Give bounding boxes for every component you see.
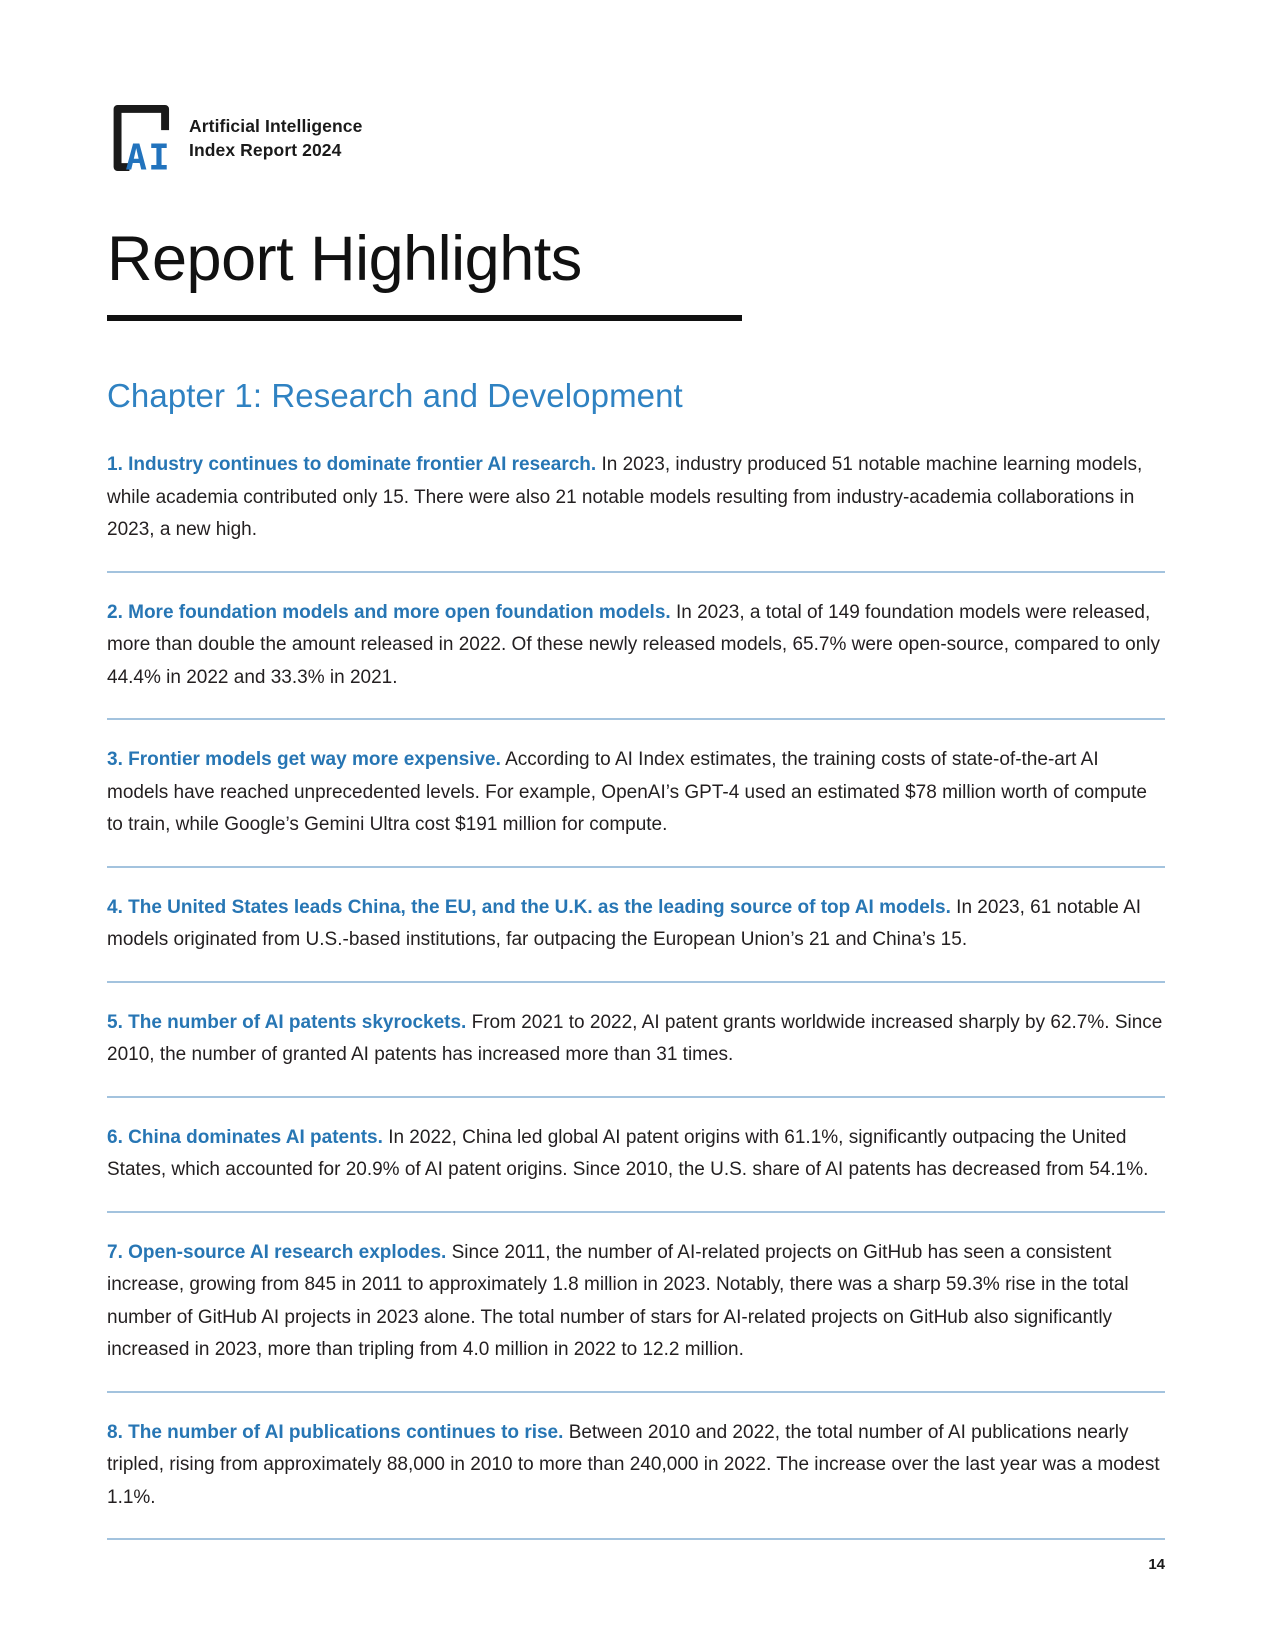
chapter-heading: Chapter 1: Research and Development — [107, 377, 683, 414]
highlight-lead: 6. China dominates AI patents. — [107, 1126, 383, 1148]
highlight-lead: 1. Industry continues to dominate frontier AI research. — [107, 454, 597, 475]
section-divider — [107, 1538, 1165, 1540]
section-divider — [107, 1391, 1165, 1393]
highlight-paragraph — [107, 1237, 1165, 1367]
highlight-paragraph — [107, 892, 1165, 957]
highlight-lead: 4. The United States leads China, the EU, and the U.K. as the leading source of top AI models. — [107, 896, 951, 918]
section-divider — [107, 1096, 1165, 1098]
highlight-body: In 2023, 61 notable AI models originated from U.S.-based institutions, far outpacing the European Union’s 21 and China’s 15. — [107, 896, 1142, 950]
highlight-lead: 3. Frontier models get way more expensive. — [107, 749, 501, 770]
highlight-item-3 — [107, 732, 1165, 842]
section-divider — [107, 1211, 1165, 1213]
page-number: 14 — [1148, 1556, 1165, 1573]
highlight-item-5 — [107, 995, 1165, 1072]
highlight-paragraph — [107, 744, 1165, 842]
report-logo — [107, 100, 1165, 176]
title-underline-rule — [107, 315, 742, 321]
section-divider — [107, 866, 1165, 868]
section-divider — [107, 981, 1165, 983]
highlight-item-7 — [107, 1225, 1165, 1367]
highlight-paragraph — [107, 1417, 1165, 1515]
highlight-body: In 2023, a total of 149 foundation models were released, more than double the amount released in 2022. Of these newly released models, 65.7% were open-source, compared to only 44.4% in 2022 and 33.3% in 2021. — [107, 601, 1161, 688]
highlight-paragraph — [107, 449, 1165, 547]
highlight-item-4 — [107, 880, 1165, 957]
highlight-body: Between 2010 and 2022, the total number of AI publications nearly tripled, rising from approximately 88,000 in 2010 to more than 240,000 in 2022. The increase over the last year was a modest 1.1%. — [107, 1421, 1160, 1508]
section-divider — [107, 718, 1165, 720]
highlight-body: In 2022, China led global AI patent origins with 61.1%, significantly outpacing the United States, which accounted for 20.9% of AI patent origins. Since 2010, the U.S. share of AI patents has decreased from 54.1%. — [107, 1126, 1149, 1180]
highlight-body: According to AI Index estimates, the training costs of state-of-the-art AI models have reached unprecedented levels. For example, OpenAI’s GPT-4 used an estimated $78 million worth of compute to train, while Google’s Gemini Ultra cost $191 million for compute. — [107, 749, 1147, 835]
highlight-body: Since 2011, the number of AI-related projects on GitHub has seen a consistent increase, growing from 845 in 2011 to approximately 1.8 million in 2023. Notably, there was a sharp 59.3% rise in the total number of GitHub AI projects in 2023 alone. The total number of stars for AI-related projects on GitHub also significantly increased in 2023, more than tripling from 4.0 million in 2022 to 12.2 million. — [107, 1241, 1129, 1360]
logo-monogram: AI — [125, 137, 172, 176]
section-divider — [107, 571, 1165, 573]
ai-index-logo-icon — [107, 100, 173, 176]
highlight-paragraph — [107, 1007, 1165, 1072]
highlight-item-1 — [107, 437, 1165, 547]
highlight-lead: 5. The number of AI patents skyrockets. — [107, 1011, 467, 1033]
highlight-body: From 2021 to 2022, AI patent grants worldwide increased sharply by 62.7%. Since 2010, the number of granted AI patents has increased more than 31 times. — [107, 1011, 1163, 1065]
highlight-lead: 7. Open-source AI research explodes. — [107, 1241, 447, 1263]
logo-line1: Artificial Intelligence — [189, 115, 363, 136]
page-title: Report Highlights — [107, 224, 582, 294]
highlight-item-6 — [107, 1110, 1165, 1187]
highlight-item-2 — [107, 585, 1165, 695]
highlight-paragraph — [107, 1122, 1165, 1187]
highlight-item-8 — [107, 1405, 1165, 1515]
logo-wordmark — [189, 114, 362, 162]
highlight-lead: 8. The number of AI publications continues to rise. — [107, 1421, 564, 1443]
highlight-paragraph — [107, 597, 1165, 695]
highlight-lead: 2. More foundation models and more open foundation models. — [107, 601, 671, 623]
highlight-body: In 2023, industry produced 51 notable machine learning models, while academia contributed only 15. There were also 21 notable models resulting from industry-academia collaborations in 2023, a new high. — [107, 454, 1143, 540]
logo-line2: Index Report 2024 — [189, 140, 342, 160]
